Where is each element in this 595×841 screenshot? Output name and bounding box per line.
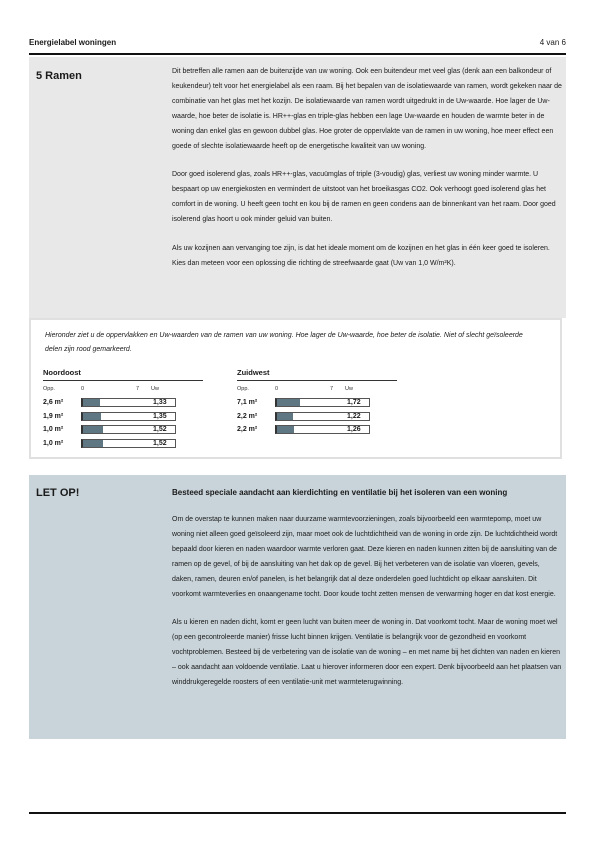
u-value-bar [83, 399, 100, 406]
orientation-title: Noordoost [43, 368, 203, 381]
window-area: 7,1 m² [237, 399, 258, 406]
attention-box [29, 475, 566, 739]
u-value: 1,26 [347, 426, 361, 433]
table-intro: Hieronder ziet u de oppervlakken en Uw-waarden van de ramen van uw woning. Hoe lager de Uw-waarde, hoe beter de isolatie. Niet of slecht geïsoleerde delen zijn rood gemarkeerd. [45, 332, 523, 353]
u-value: 1,35 [153, 412, 167, 420]
footer-divider [29, 812, 566, 814]
window-area: 2,2 m² [237, 412, 258, 420]
window-area: 1,0 m² [43, 439, 64, 447]
column-header [237, 383, 397, 396]
u-value: 1,52 [153, 439, 167, 447]
orientation-column [43, 368, 203, 450]
window-area: 1,9 m² [43, 412, 64, 420]
window-row [43, 423, 203, 437]
paragraph: Dit betreffen alle ramen aan de buitenzijde van uw woning. Ook een buitendeur met veel glas (denk aan een balkondeur of keukendeur) telt voor het energielabel als een raam. Bij het bepalen van de isolatiewaarde van ramen, wordt gekeken naar de combinatie van het glas met het kozijn. De isolatiewaarde van ramen wordt uitgedrukt in de Uw-waarde. Hoe lager de Uw-waarde, hoe beter de isolatie is. HR++-glas en triple-glas hebben een lage Uw-waarde en houden de warmte beter in de woning dan enkel glas en gewoon dubbel glas. Hoe groter de oppervlakte van de ramen in uw woning, hoe meer effect een goede of slechte isolatiewaarde heeft op de energetische kwaliteit van uw woning. [172, 68, 562, 150]
window-area: 2,6 m² [43, 399, 64, 406]
window-area: 2,2 m² [237, 426, 258, 433]
column-header [43, 383, 203, 396]
header-label-u: Uw [151, 386, 159, 392]
paragraph: Als u kieren en naden dicht, komt er geen lucht van buiten meer de woning in. Dat voorkomt tocht. Maar de woning moet wel (op een gecontroleerde manier) frisse lucht binnen krijgen. Ventilatie is belangrijk voor de gezondheid en voorkomt vochtproblemen. Besteed bij de verbetering van de isolatie van de woning – en met name bij het dichten van naden en kieren – ook aandacht aan voldoende ventilatie. Laat u hierover informeren door een expert. Denk bijvoorbeeld aan het plaatsen van winddrukgeregelde roosters of een ventilatie-unit met warmteterugwinning. [172, 619, 562, 687]
document-title: Energielabel woningen [29, 38, 117, 47]
u-value-bar [83, 413, 101, 420]
paragraph: Om de overstap te kunnen maken naar duurzame warmtevoorzieningen, zoals bijvoorbeeld een warmtepomp, moet uw woning niet alleen goed geïsoleerd zijn, maar moet ook de luchtdichtheid van de woning in orde zijn. De luchtdichtheid wordt bepaald door kieren en naden waardoor warmte verloren gaat. Deze kieren en naden kunnen zitten bij de aansluiting van de ramen op de gevel, of bij de aansluiting van het dak op de gevel. Bij het verbeteren van de isolatie van vloeren, gevels, daken, ramen, deuren en/of panelen, is het belangrijk dat al deze onderdelen goed luchtdicht op elkaar aansluiten. Dit voorkomt warmteverlies en onaangename tocht. Door koude tocht zetten mensen de verwarming hoger en dat kost energie. [172, 516, 558, 598]
u-value-bar [277, 426, 294, 433]
window-row [237, 423, 397, 437]
paragraph: Als uw kozijnen aan vervanging toe zijn, is dat het ideale moment om de kozijnen en het glas in één keer goed te isoleren. Kies dan meteen voor een oplossing die richting de streefwaarde gaat (Uw van 1,0 W/m²K). [172, 245, 550, 267]
u-value: 1,22 [347, 412, 361, 420]
u-value-bar [83, 440, 103, 447]
header-label-max: 7 [330, 386, 334, 392]
u-value-bar [277, 413, 293, 420]
window-area: 1,0 m² [43, 426, 64, 433]
header-label-area: Opp. [43, 386, 55, 392]
window-row [237, 396, 397, 410]
paragraph: Door goed isolerend glas, zoals HR++-glas, vacuümglas of triple (3-voudig) glas, verliest uw woning minder warmte. U bespaart op uw energiekosten en vermindert de uitstoot van het broeikasgas CO2. Ook verhoogt goed isolerend glas het comfort in de woning. U heeft geen tocht en kou bij de ramen en geen condens aan de binnenkant van het raam. Door goed isolerend glas hoort u ook minder geluid van buiten. [172, 171, 556, 224]
header-divider [29, 53, 566, 55]
header-label-min: 0 [81, 386, 85, 392]
u-value: 1,72 [347, 399, 361, 406]
section-title: 5 Ramen [36, 70, 82, 82]
attention-title: LET OP! [36, 487, 80, 499]
windows-table [29, 318, 562, 459]
u-value: 1,33 [153, 399, 167, 406]
header-label-max: 7 [136, 386, 140, 392]
attention-heading: Besteed speciale aandacht aan kierdichting en ventilatie bij het isoleren van een woning [172, 488, 508, 497]
u-value-bar [83, 426, 103, 433]
window-row [43, 410, 203, 424]
attention-body [172, 513, 562, 705]
section-body [172, 65, 562, 286]
header-label-min: 0 [275, 386, 279, 392]
orientation-column [237, 368, 397, 437]
header-label-area: Opp. [237, 386, 249, 392]
window-row [43, 437, 203, 451]
u-value-bar [277, 399, 300, 406]
page-header [29, 38, 566, 50]
window-row [237, 410, 397, 424]
window-row [43, 396, 203, 410]
u-value: 1,52 [153, 426, 167, 433]
section-windows [29, 57, 566, 318]
header-label-u: Uw [345, 386, 353, 392]
orientation-title: Zuidwest [237, 368, 397, 381]
page-number: 4 van 6 [539, 38, 566, 47]
